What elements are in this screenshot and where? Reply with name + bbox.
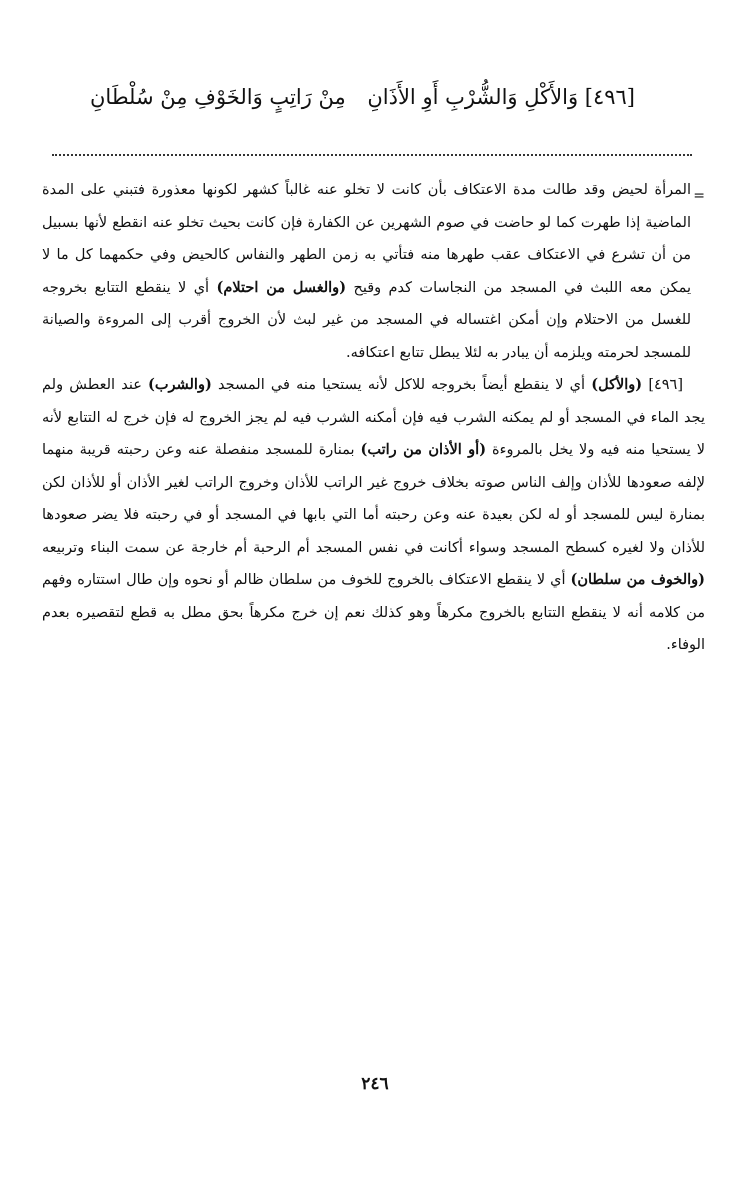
paragraph-2	[42, 369, 705, 662]
paragraph-2-text-3: بمنارة للمسجد منفصلة عنه وعن رحبته قريبة منهما لإلفه صعودها للأذان وإلف الناس صوته بخلاف خروج غير الراتب للأذان وخروج الراتب لغير الأذان أو للأذان لكن بمنارة ليس للمسجد أو له لكن بعيدة عنه وعن رحبته أما التي بابها في المسجد أو في رحبته فلا يضر صعودها للأذان ولا لغيره كسطح المسجد وسواء أكانت في نفس المسجد أم الرحبة أم خارجة عن سمت البناء وتربيعه	[42, 442, 705, 556]
paragraph-1-text-end: أي لا ينقطع التتابع بخروجه للغسل من الاحتلام وإن أمكن اغتساله في المسجد من غير لبث لأن الخروج أقرب إلى المروءة والصيانة للمسجد لحرمته ويلزمه أن يبادر به لئلا يبطل تتابع اعتكافه.	[42, 279, 691, 361]
paragraph-1	[42, 174, 705, 369]
paragraph-2-text-1: أي لا ينقطع أيضاً بخروجه للاكل لأنه يستحيا منه في المسجد	[217, 377, 586, 393]
paragraph-2-text-4: أي لا ينقطع الاعتكاف بالخروج للخوف من سلطان ظالم أو نحوه وإن طال استتاره وفهم من كلامه أنه لا ينقطع التتابع بالخروج مكرهاً وهو كذلك نعم إن خرج مكرهاً بحق مطل به قطع لتقصيره بعدم الوفاء.	[42, 572, 705, 653]
bold-term-drinking: (والشرب)	[148, 376, 212, 393]
header-verse-left: مِنْ رَاتِبٍ وَالخَوْفِ مِنْ سُلْطَانِ	[90, 85, 346, 110]
running-header	[90, 78, 635, 118]
continuation-mark: =	[693, 188, 705, 204]
bold-term-eating: (والأكل)	[591, 376, 643, 393]
paragraph-1-text: المرأة لحيض وقد طالت مدة الاعتكاف بأن كانت لا تخلو عنه غالباً كشهر لكونها معذورة فتبني على المدة الماضية إذا طهرت كما لو حاضت في صوم الشهرين عن الكفارة فإن كانت بحيث تخلو عنه انقطع لأنها بسبيل من أن تشرع في الاعتكاف عقب طهرها منه فتأتي به زمن الطهر والنفاس كالحيض وفي حكمهما كل ما لا يمكن معه اللبث في المسجد من النجاسات كدم وقيح	[42, 182, 692, 296]
commentary-body	[42, 174, 705, 662]
page-number: ٢٤٦	[361, 1074, 389, 1094]
verse-number: [٤٩٦]	[648, 377, 684, 393]
header-verse-right: [٤٩٦] وَالأَكْلِ وَالشُّرْبِ أَوِ الأَذَانِ	[367, 85, 635, 110]
bold-term-adhan: (أو الأذان من راتب)	[360, 441, 487, 458]
bold-term-fear: (والخوف من سلطان)	[570, 571, 706, 588]
paragraph-1-bold-term: (والغسل من احتلام)	[216, 278, 347, 296]
dotted-separator	[52, 154, 692, 156]
paragraph-2-text-2: عند العطش ولم يجد الماء في المسجد أو لم يمكنه الشرب فيه فإن أمكنه الشرب فيه لم يجز الخروج له فإن خرج له التتابع لأنه لا يستحيا منه فيه ولا يخل بالمروءة	[42, 377, 706, 458]
